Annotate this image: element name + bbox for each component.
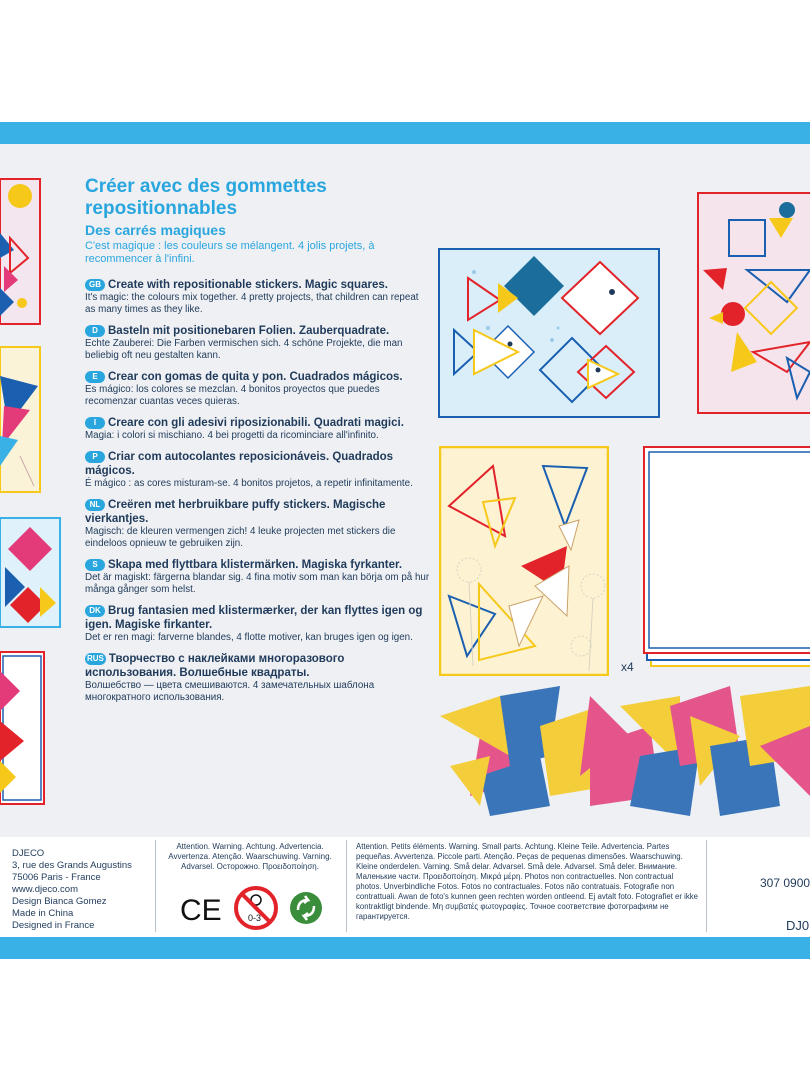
lang-code-badge: I xyxy=(85,417,105,429)
brand-name: DJECO xyxy=(12,848,45,859)
address-block xyxy=(12,848,132,932)
lang-body: Magisch: de kleuren vermengen zich! 4 leuke projecten met stickers die eindeloos opnieuw te gebruiken zijn. xyxy=(85,526,396,549)
lang-body: Es mágico: los colores se mezclan. 4 bonitos proyectos que puedes recomenzar cuantas veces quieras. xyxy=(85,384,380,407)
lang-block-i xyxy=(85,416,430,442)
left-card-triangles xyxy=(0,651,46,807)
bird-artwork-card xyxy=(697,192,810,414)
top-blue-band xyxy=(0,122,810,144)
fish-artwork-card xyxy=(438,248,660,418)
lang-body: Det är magiskt: färgerna blandar sig. 4 fina motiv som man kan börja om på hur många gånger som helst. xyxy=(85,572,430,595)
legal-text: Attention. Petits éléments. Warning. Small parts. Achtung. Kleine Teile. Advertencia. Partes pequeñas. Avvertenza. Piccole parti. Atenção. Peças de pequenas dimensões. Waarschuwing. Kleine onderdelen. Varning. Små delar. Advarsel. Små dele. Advarsel. Små deler. Внимание. Маленькие части. Προειδοποίηση. Μικρά μέρη. Photos non contractuelles. Non contractual photos. Unverbindliche Fotos. Fotos no contractuales. Fotos não contratuais. Fotografie non contrattuali. Awan de foto's kunnen geen rechten worden ontleend. Ej avtalt foto. Fotografiet er ikke kontraktligt bindende. Μη συμβατές φωτογραφίες. Точное соответствие фотографиям не гарантируется. xyxy=(356,842,699,921)
lang-body: Magia: i colori si mischiano. 4 bei progetti da ricominciare all'infinito. xyxy=(85,430,379,441)
barcode-number: 307 0900 xyxy=(760,876,810,890)
warning-text: Attention. Warning. Achtung. Advertencia. Avvertenza. Atenção. Waarschuwing. Varning. Advarsel. Осторожно. Προειδοποίηση. xyxy=(168,842,332,871)
french-description: C'est magique : les couleurs se mélangent. 4 jolis projets, à recommencer à l'infini. xyxy=(85,240,375,265)
lang-block-s xyxy=(85,558,430,596)
footer-divider xyxy=(346,840,347,932)
footer-divider xyxy=(706,840,707,932)
lang-code-badge: P xyxy=(85,451,105,463)
recycle-icon xyxy=(290,892,322,924)
lang-code-badge: S xyxy=(85,559,105,571)
lang-block-rus xyxy=(85,652,430,704)
lang-block-dk xyxy=(85,604,430,644)
sticker-pile xyxy=(440,686,810,826)
lang-body: Волшебство — цвета смешиваются. 4 замечательных шаблона многократного использования. xyxy=(85,680,375,703)
age-range-label: 0-3 xyxy=(248,913,262,923)
lang-block-gb xyxy=(85,278,430,316)
street-address: 3, rue des Grands Augustins xyxy=(12,860,132,871)
city: 75006 Paris - France xyxy=(12,872,101,883)
product-subtitle: Des carrés magiques xyxy=(85,222,226,238)
sheet-count-label: x4 xyxy=(621,660,634,674)
left-card-sun xyxy=(0,178,42,326)
made-in: Made in China xyxy=(12,908,74,919)
lang-heading: Criar com autocolantes reposicionáveis. Quadrados mágicos. xyxy=(85,451,394,477)
lang-block-nl xyxy=(85,498,430,550)
lang-body: É mágico : as cores misturam-se. 4 bonitos projetos, a repetir infinitamente. xyxy=(85,478,413,489)
lang-heading: Create with repositionable stickers. Magic squares. xyxy=(108,279,388,291)
lang-body: Echte Zauberei: Die Farben vermischen sich. 4 schöne Projekte, die man beliebig oft neu gestalten kann. xyxy=(85,338,403,361)
lang-body: It's magic: the colours mix together. 4 pretty projects, that children can repeat as many times as they like. xyxy=(85,292,419,315)
lang-code-badge: NL xyxy=(85,499,105,511)
lang-heading: Творчество с наклейками многоразового использования. Волшебные квадраты. xyxy=(85,653,345,679)
blank-sheets-stack xyxy=(643,446,810,668)
product-title: Créer avec des gommettes repositionnables xyxy=(85,176,327,219)
lang-heading: Creare con gli adesivi riposizionabili. Quadrati magici. xyxy=(108,417,404,429)
lang-heading: Creëren met herbruikbare puffy stickers. Magische vierkantjes. xyxy=(85,499,386,525)
age-warning-icon xyxy=(236,888,276,928)
designed-in: Designed in France xyxy=(12,920,95,931)
product-reference: DJ0 xyxy=(786,918,810,933)
lang-block-d xyxy=(85,324,430,362)
designer: Design Bianca Gomez xyxy=(12,896,107,907)
bottom-blue-band xyxy=(0,937,810,959)
left-card-diamonds xyxy=(0,517,62,629)
ce-mark-icon: CE xyxy=(180,894,222,927)
lang-heading: Crear con gomas de quita y pon. Cuadrados mágicos. xyxy=(108,371,403,383)
lang-heading: Basteln mit positionebaren Folien. Zauberquadrate. xyxy=(108,325,390,337)
lang-body: Det er ren magi: farverne blandes, 4 flotte motiver, kan bruges igen og igen. xyxy=(85,632,413,643)
butterfly-artwork-card xyxy=(439,446,609,676)
safety-icons xyxy=(178,884,328,934)
lang-code-badge: GB xyxy=(85,279,105,291)
lang-code-badge: DK xyxy=(85,605,105,617)
lang-block-p xyxy=(85,450,430,490)
lang-code-badge: D xyxy=(85,325,105,337)
lang-heading: Brug fantasien med klistermærker, der kan flyttes igen og igen. Magiske firkanter. xyxy=(85,605,423,631)
lang-heading: Skapa med flyttbara klistermärken. Magiska fyrkanter. xyxy=(108,559,403,571)
left-card-star xyxy=(0,346,42,494)
lang-code-badge: E xyxy=(85,371,105,383)
footer-divider xyxy=(155,840,156,932)
website: www.djeco.com xyxy=(12,884,78,895)
lang-block-e xyxy=(85,370,430,408)
language-list xyxy=(85,278,430,712)
lang-code-badge: RUS xyxy=(87,654,104,663)
